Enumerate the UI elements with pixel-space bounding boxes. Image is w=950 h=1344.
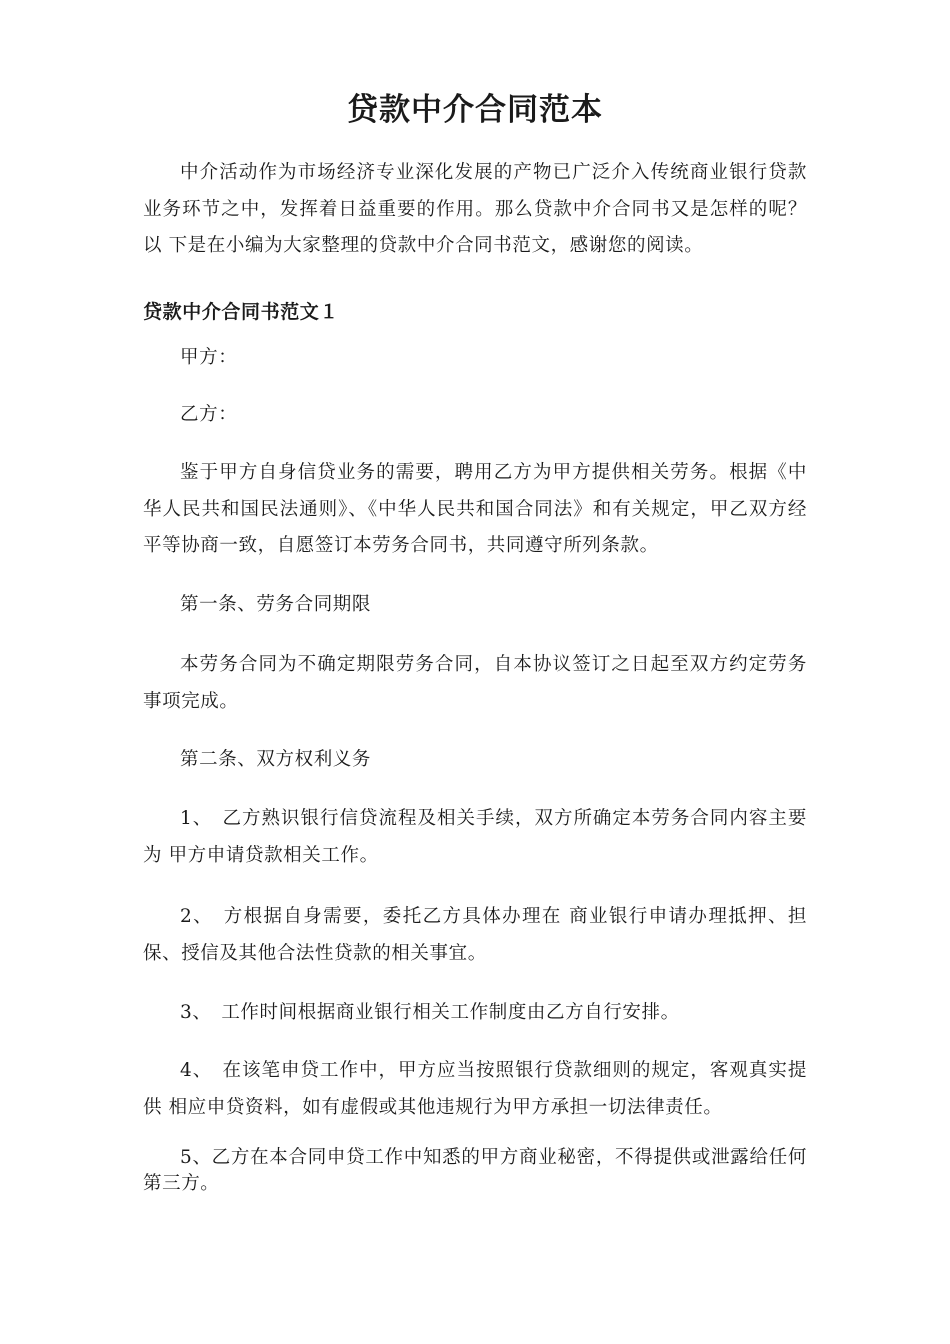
article-1-body: 本劳务合同为不确定期限劳务合同，自本协议签订之日起至双方约定劳务事项完成。 xyxy=(143,654,807,712)
intro-paragraph: 中介活动作为市场经济专业深化发展的产物已广泛介入传统商业银行贷款业务环节之中，发挥着日益重要的作用。那么贷款中介合同书又是怎样的呢？以 下是在小编为大家整理的贷款中介合同书范文，感谢您的阅读。 xyxy=(143,162,807,256)
section-heading: 贷款中介合同书范文１ xyxy=(143,301,340,323)
article-2-item-3: 3、 工作时间根据商业银行相关工作制度由乙方自行安排。 xyxy=(180,1002,680,1023)
document-title: 贷款中介合同范本 xyxy=(347,92,603,128)
preamble-paragraph: 鉴于甲方自身信贷业务的需要，聘用乙方为甲方提供相关劳务。根据《中华人民共和国民法通则》、《中华人民共和国合同法》和有关规定，甲乙双方经平等协商一致，自愿签订本劳务合同书，共同遵守所列条款。 xyxy=(143,462,807,556)
article-2-item-1: 1、 乙方熟识银行信贷流程及相关手续，双方所确定本劳务合同内容主要为 甲方申请贷款相关工作。 xyxy=(143,808,807,866)
article-2-item-2: 2、 方根据自身需要，委托乙方具体办理在 商业银行申请办理抵押、担保、授信及其他合法性贷款的相关事宜。 xyxy=(143,906,807,964)
article-1-title: 第一条、劳务合同期限 xyxy=(180,594,372,615)
party-b-line: 乙方： xyxy=(180,404,238,425)
article-2-item-5: 5、乙方在本合同申贷工作中知悉的甲方商业秘密，不得提供或泄露给任何第三方。 xyxy=(143,1147,807,1194)
article-2-item-4: 4、 在该笔申贷工作中，甲方应当按照银行贷款细则的规定，客观真实提供 相应申贷资料，如有虚假或其他违规行为甲方承担一切法律责任。 xyxy=(143,1060,807,1118)
article-2-title: 第二条、双方权利义务 xyxy=(180,749,372,770)
party-a-line: 甲方： xyxy=(180,347,238,368)
